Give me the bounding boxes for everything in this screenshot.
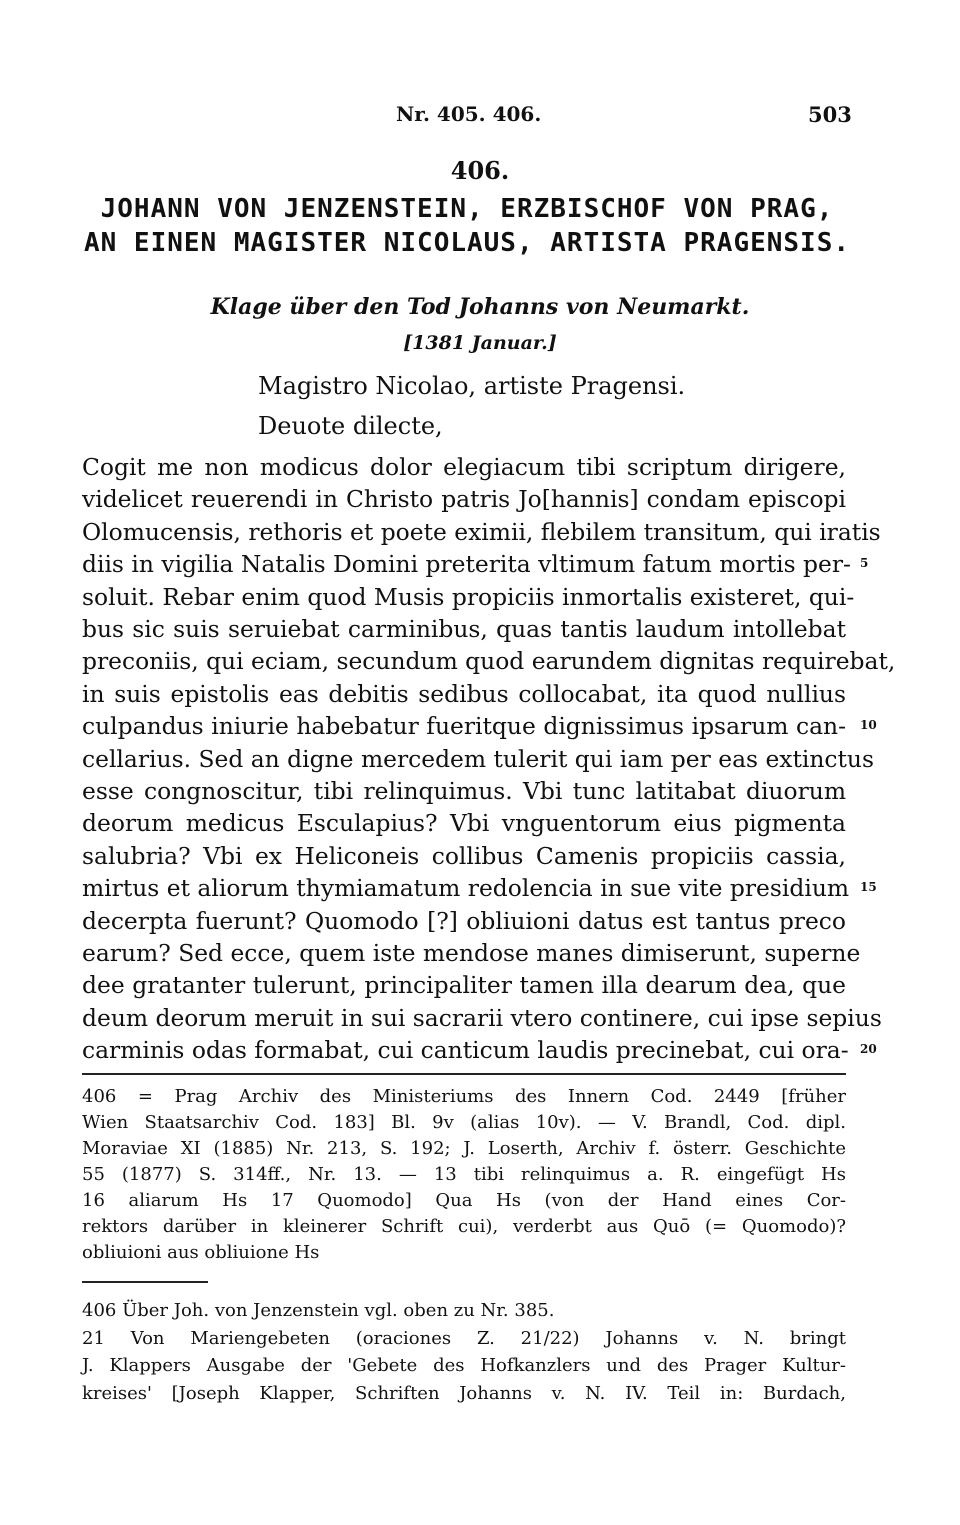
body-line: earum? Sed ecce, quem iste mendose manes dimiserunt, superne [82,939,861,967]
apparatus-line: rektors darüber in kleinerer Schrift cui), verderbt aus Quō (= Quomodo)? [82,1216,846,1237]
running-head: Nr. 405. 406. [396,102,542,126]
letter-salutation: Deuote dilecte, [258,412,443,440]
margin-line-number: 10 [860,718,877,733]
body-line: bus sic suis seruiebat carminibus, quas tantis laudum intollebat [82,615,846,643]
document-date: [1381 Januar.] [403,332,557,354]
body-line: preconiis, qui eciam, secundum quod earundem dignitas requirebat, [82,647,896,676]
apparatus-line: 55 (1877) S. 314ff., Nr. 13. — 13 tibi relinquimus a. R. eingefügt Hs [82,1164,846,1185]
body-line: mirtus et aliorum thymiamatum redolencia in sue vite presidium [82,874,850,903]
body-line: in suis epistolis eas debitis sedibus collocabat, ita quod nullius [82,679,846,708]
body-line: esse congnoscitur, tibi relinquimus. Vbi tunc latitabat diuorum [82,777,846,805]
body-line: deorum medicus Esculapius? Vbi vnguentorum eius pigmenta [82,809,846,838]
apparatus-line: Moraviae XI (1885) Nr. 213, S. 192; J. Loserth, Archiv f. österr. Geschichte [82,1138,846,1159]
page-number: 503 [808,102,852,127]
apparatus-line: 16 aliarum Hs 17 Quomodo] Qua Hs (von der Hand eines Cor- [82,1190,846,1211]
body-line: carminis odas formabat, cui canticum laudis precinebat, cui ora- [82,1036,849,1065]
margin-line-number: 15 [860,880,877,895]
body-line: Olomucensis, rethoris et poete eximii, flebilem transitum, qui iratis [82,517,881,546]
body-line: diis in vigilia Natalis Domini preterita vltimum fatum mortis per- [82,550,851,579]
note-line: J. Klappers Ausgabe der 'Gebete des Hofkanzlers und des Prager Kultur- [82,1355,846,1376]
body-line: dee gratanter tulerunt, principaliter tamen illa dearum dea, que [82,971,846,1000]
apparatus-line: 406 = Prag Archiv des Ministeriums des Innern Cod. 2449 [früher [82,1086,846,1107]
document-title: JOHANN VON JENZENSTEIN, ERZBISCHOF VON PRAG, AN EINEN MAGISTER NICOLAUS, ARTISTA PRAGENSIS. [83,194,851,258]
apparatus-divider [82,1073,846,1075]
notes-divider [82,1281,208,1283]
body-line: soluit. Rebar enim quod Musis propiciis inmortalis existeret, qui- [82,582,855,611]
apparatus-line: obliuioni aus obliuione Hs [82,1242,320,1263]
body-line: cellarius. Sed an digne mercedem tulerit qui iam per eas extinctus [82,744,875,773]
margin-line-number: 5 [860,556,869,571]
body-line: decerpta fuerunt? Quomodo [?] obliuioni datus est tantus preco [82,906,846,935]
document-number: 406. [450,156,510,185]
note-line: 406 Über Joh. von Jenzenstein vgl. oben zu Nr. 385. [82,1300,555,1321]
margin-line-number: 20 [860,1042,877,1057]
body-line: videlicet reuerendi in Christo patris Jo[hannis] condam episcopi [82,485,846,514]
body-line: deum deorum meruit in sui sacrarii vtero continere, cui ipse sepius [82,1003,882,1032]
document-subtitle: Klage über den Tod Johanns von Neumarkt. [210,294,750,320]
letter-address: Magistro Nicolao, artiste Pragensi. [258,372,686,400]
body-line: culpandus iniurie habebatur fueritque dignissimus ipsarum can- [82,712,846,741]
note-line: 21 Von Mariengebeten (oraciones Z. 21/22) Johanns v. N. bringt [82,1327,846,1349]
note-line: kreises' [Joseph Klapper, Schriften Johanns v. N. IV. Teil in: Burdach, [82,1382,846,1404]
apparatus-line: Wien Staatsarchiv Cod. 183] Bl. 9v (alias 10v). — V. Brandl, Cod. dipl. [82,1112,846,1133]
body-line: salubria? Vbi ex Heliconeis collibus Camenis propiciis cassia, [82,841,846,870]
body-line: Cogit me non modicus dolor elegiacum tibi scriptum dirigere, [82,453,846,481]
